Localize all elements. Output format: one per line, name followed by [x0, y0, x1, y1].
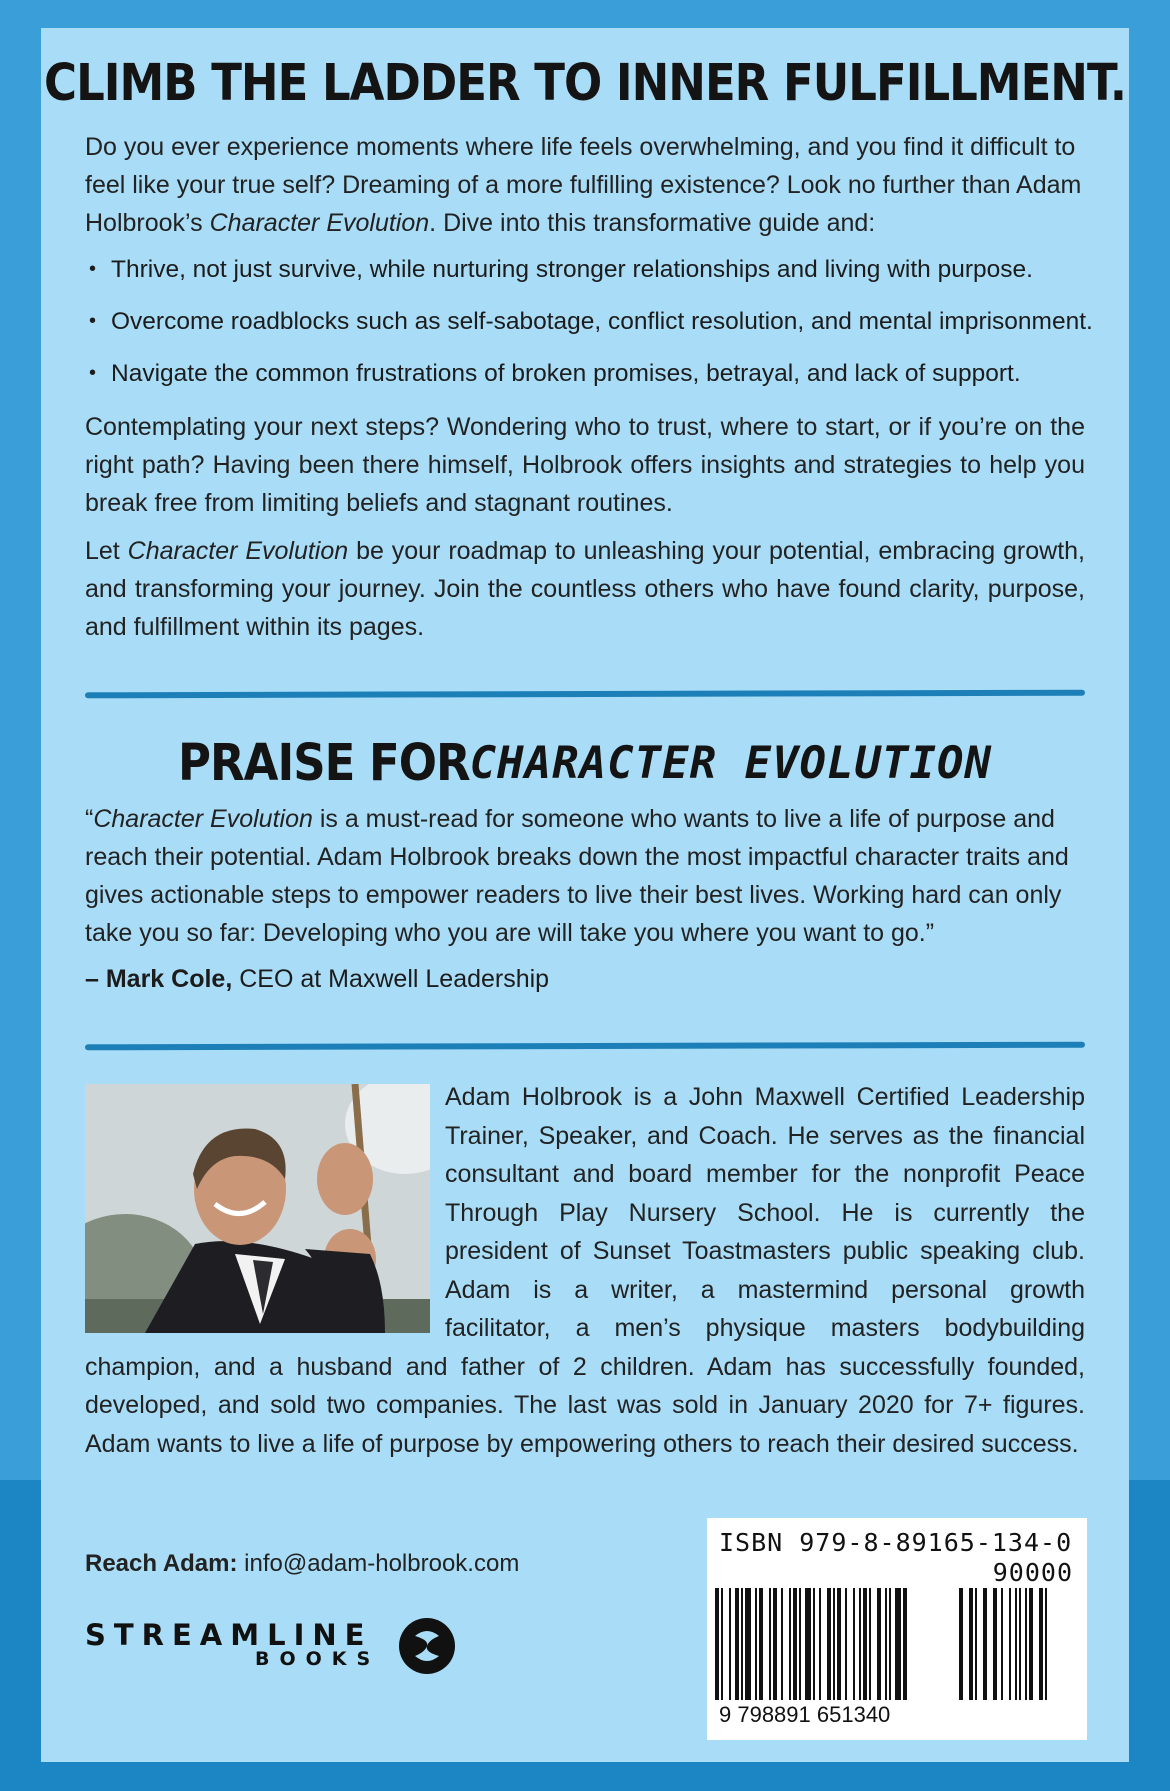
author-bio-section [85, 1078, 1085, 1463]
price-code: 90000 [992, 1558, 1073, 1587]
isbn-label: ISBN 979-8-89165-134-0 [719, 1528, 1073, 1557]
barcode-bar [813, 1588, 815, 1700]
barcode-bar [773, 1588, 777, 1700]
barcode-bar [715, 1588, 719, 1700]
back-cover-panel [41, 28, 1129, 1762]
barcode-bar [863, 1588, 867, 1700]
roadmap-paragraph [85, 532, 1085, 646]
book-title-italic: Character Evolution [127, 537, 349, 565]
contact-label: Reach Adam: [85, 1550, 238, 1577]
barcode-bar [741, 1588, 743, 1700]
barcode-bar [885, 1588, 887, 1700]
barcode-bar [1019, 1588, 1021, 1700]
isbn-barcode [707, 1518, 1087, 1740]
attribution-name: – Mark Cole, [85, 965, 233, 993]
barcode-bar [781, 1588, 783, 1700]
barcode-bar [793, 1588, 797, 1700]
barcode-bar [721, 1588, 723, 1700]
benefit-list [85, 252, 1093, 391]
barcode-bar [1045, 1588, 1047, 1700]
barcode-bar [959, 1588, 963, 1700]
barcode-bars [715, 1588, 1079, 1706]
quote-attribution [85, 960, 1085, 998]
barcode-bar [1009, 1588, 1011, 1700]
quote-body: is a must-read for someone who wants to live a life of purpose and reach their potential. Adam Holbrook breaks down the most impactful character traits and gives actionable steps to empower readers to live their best lives. Working hard can only take you so far: Developing who you are will take you where you want to go.” [85, 805, 1069, 947]
barcode-bar [869, 1588, 871, 1700]
photo-spacer [85, 1078, 445, 1342]
streamline-logo-icon [397, 1616, 457, 1676]
barcode-bar [993, 1588, 997, 1700]
publisher-subname: BOOKS [255, 1648, 381, 1670]
barcode-bar [1029, 1588, 1033, 1700]
attribution-role: CEO at Maxwell Leadership [232, 965, 550, 993]
barcode-bar [833, 1588, 835, 1700]
intro-paragraph [85, 128, 1085, 242]
barcode-bar [877, 1588, 881, 1700]
contact-line [85, 1550, 519, 1578]
praise-quote [85, 800, 1085, 952]
barcode-bar [903, 1588, 907, 1700]
barcode-bar [895, 1588, 901, 1700]
benefit-item: • Navigate the common frustrations of broken promises, betrayal, and lack of support. [85, 356, 1085, 391]
barcode-bar [983, 1588, 987, 1700]
quote-open-mark: “ [85, 805, 94, 833]
barcode-bar [837, 1588, 841, 1700]
barcode-bar [975, 1588, 977, 1700]
praise-heading [41, 732, 1129, 793]
contact-email: info@adam-holbrook.com [237, 1550, 520, 1577]
barcode-bar [755, 1588, 757, 1700]
section-divider [85, 1042, 1085, 1051]
barcode-bar [1039, 1588, 1043, 1700]
main-heading: CLIMB THE LADDER TO INNER FULFILLMENT. [44, 52, 1126, 113]
barcode-bar [845, 1588, 847, 1700]
barcode-bar [827, 1588, 831, 1700]
barcode-bar [729, 1588, 731, 1700]
author-bio-text: Adam Holbrook is a John Maxwell Certified Leadership Trainer, Speaker, and Coach. He serves as the financial consultant and board member for the nonprofit Peace Through Play Nursery School. He is currently the president of Sunset Toastmasters public speaking club. Adam is a writer, a mastermind personal growth facilitator, a men’s physique masters bodybuilding champion, and a husband and father of 2 children. Adam has successfully founded, developed, and sold two companies. The last was sold in January 2020 for 7+ figures. Adam wants to live a life of purpose by empowering others to reach their desired success. [85, 1083, 1085, 1458]
intro-section [85, 128, 1093, 646]
barcode-bar [799, 1588, 801, 1700]
intro-text-a: Do you ever experience moments where life feels overwhelming, and you find it difficult to feel like your true self? Dreaming of a more fulfilling existence? Look no further than Adam Holbrook’s [85, 133, 1082, 237]
praise-section [85, 800, 1085, 998]
publisher-name: STREAMLINE [85, 1618, 373, 1652]
intro-text-b: . Dive into this transformative guide and: [429, 209, 876, 237]
author-bio [85, 1078, 1085, 1463]
praise-heading-plain: PRAISE FOR [178, 732, 470, 793]
barcode-bar [853, 1588, 855, 1700]
benefit-item: • Thrive, not just survive, while nurturing stronger relationships and living with purpose. [85, 252, 1085, 287]
barcode-bar [759, 1588, 763, 1700]
book-title-italic: Character Evolution [209, 209, 430, 237]
roadmap-text-a: Let [85, 537, 128, 565]
praise-heading-script: CHARACTER EVOLUTION [469, 738, 992, 789]
roadmap-text-b: be your roadmap to unleashing your potential, embracing growth, and transforming your journey. Join the countless others who have found clarity, purpose, and fulfillment within its pages. [85, 537, 1085, 641]
barcode-bar [1015, 1588, 1017, 1700]
benefit-item: • Overcome roadblocks such as self-sabotage, conflict resolution, and mental imprisonment. [85, 304, 1085, 339]
book-title-italic: Character Evolution [93, 805, 313, 833]
next-steps-paragraph: Contemplating your next steps? Wondering who to trust, where to start, or if you’re on the right path? Having been there himself, Holbrook offers insights and strategies to help you break free from limiting beliefs and stagnant routines. [85, 413, 1085, 517]
barcode-bar [819, 1588, 821, 1700]
barcode-bar [1001, 1588, 1003, 1700]
barcode-bar [769, 1588, 771, 1700]
publisher-logo [85, 1618, 380, 1670]
barcode-bar [735, 1588, 739, 1700]
barcode-bar [859, 1588, 861, 1700]
barcode-bar [1025, 1588, 1027, 1700]
section-divider [85, 690, 1085, 699]
barcode-bar [889, 1588, 891, 1700]
barcode-bar [969, 1588, 973, 1700]
barcode-number: 9 798891 651340 [719, 1702, 891, 1727]
barcode-bar [789, 1588, 791, 1700]
barcode-bar [805, 1588, 811, 1700]
barcode-bar [745, 1588, 751, 1700]
